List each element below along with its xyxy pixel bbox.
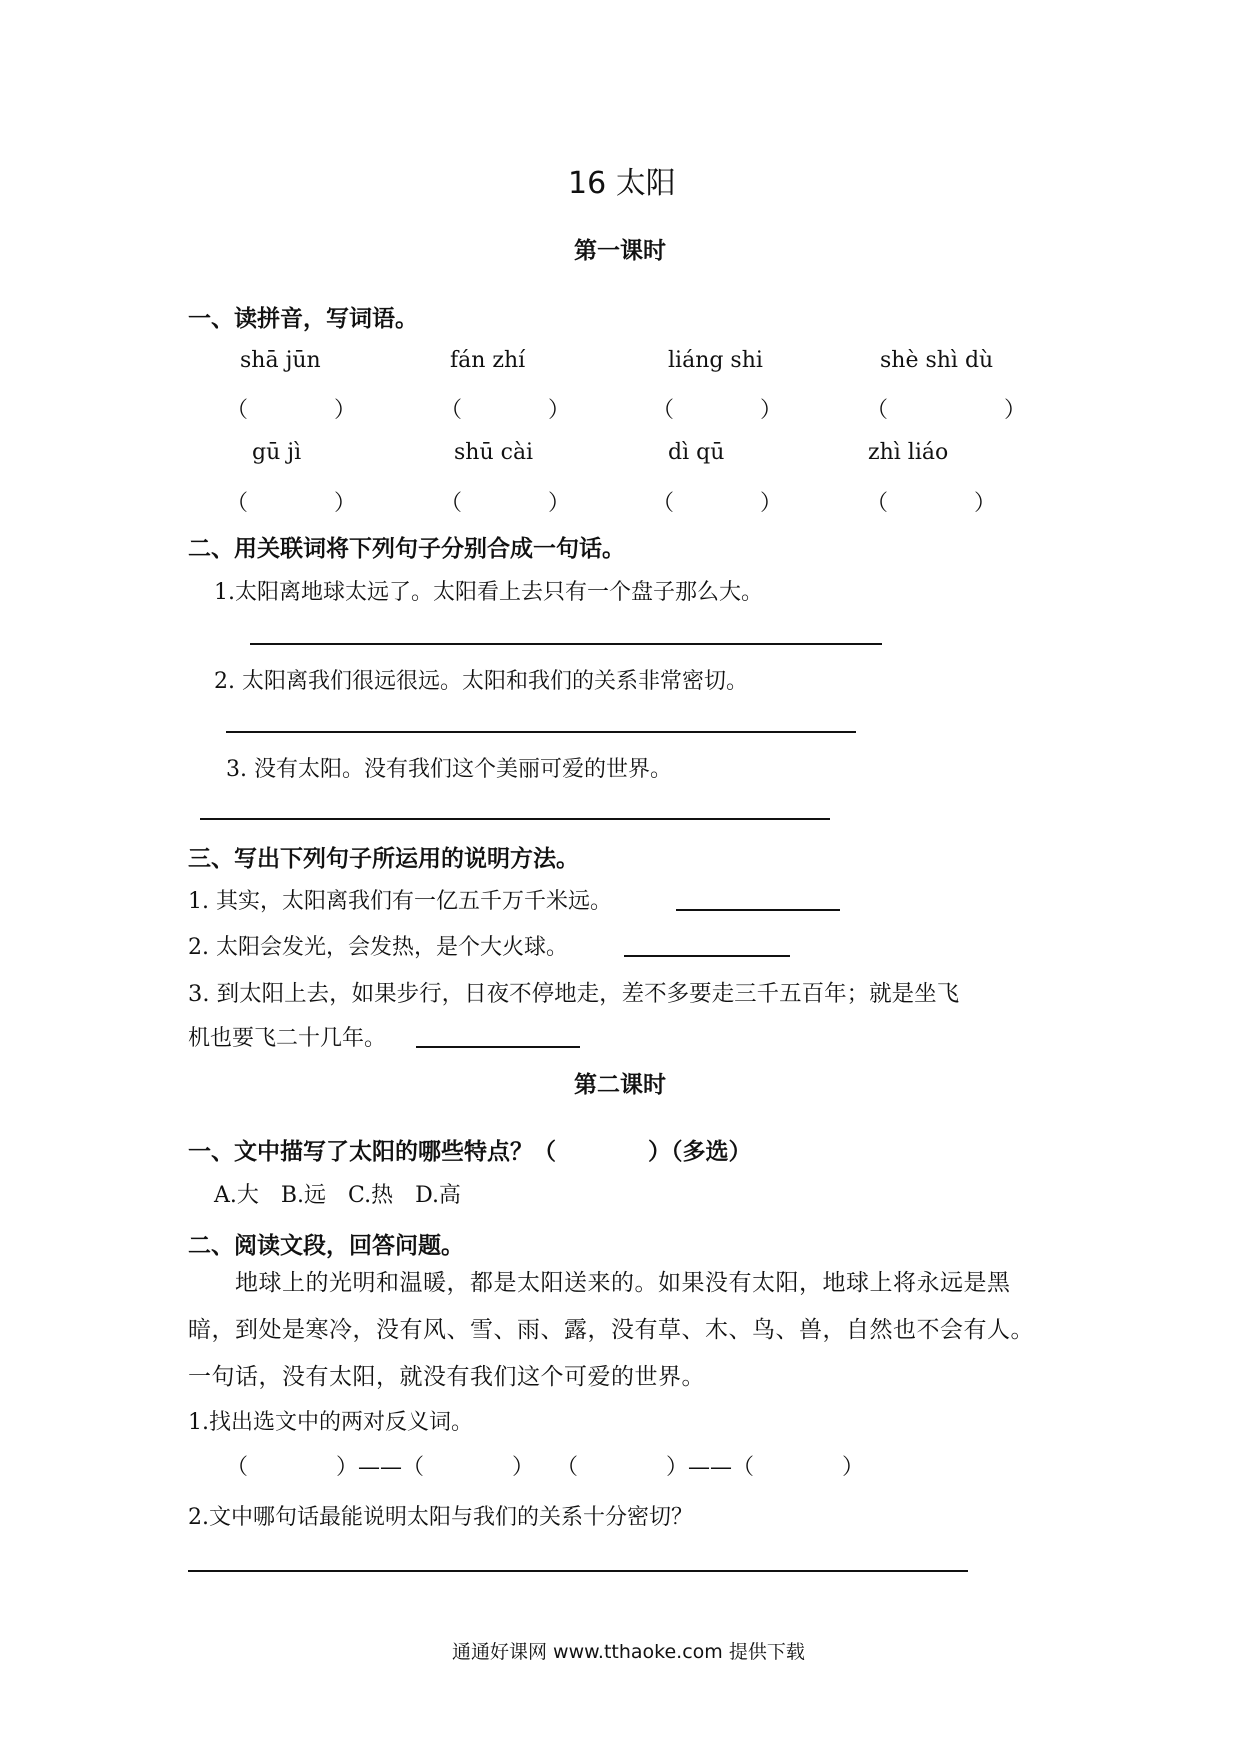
pinyin-2: fán zhí <box>450 348 526 373</box>
answer-blank[interactable]: （ ） <box>866 491 996 516</box>
l1-q2-heading: 二、用关联词将下列句子分别合成一句话。 <box>188 536 625 562</box>
pinyin-7: dì qū <box>668 440 725 465</box>
lesson-1-label: 第一课时 <box>574 238 666 264</box>
lesson-2-label: 第二课时 <box>574 1072 666 1098</box>
l2-q2-sub-1: 1.找出选文中的两对反义词。 <box>188 1410 473 1435</box>
footer-credit: 通通好课网 www.tthaoke.com 提供下载 <box>452 1641 805 1663</box>
l2-q1-heading: 一、文中描写了太阳的哪些特点？（ ）（多选） <box>188 1139 752 1165</box>
pinyin-1: shā jūn <box>240 348 321 373</box>
answer-line[interactable] <box>200 818 830 820</box>
l1-q2-item-3: 3. 没有太阳。没有我们这个美丽可爱的世界。 <box>226 757 672 782</box>
l1-q3-heading: 三、写出下列句子所运用的说明方法。 <box>188 846 579 872</box>
answer-blank[interactable]: （ ） <box>226 491 356 516</box>
pinyin-3: liáng shi <box>668 348 763 373</box>
answer-blank[interactable]: （ ） <box>226 398 356 423</box>
l1-q2-item-2: 2. 太阳离我们很远很远。太阳和我们的关系非常密切。 <box>214 669 748 694</box>
l2-q2-heading: 二、阅读文段，回答问题。 <box>188 1233 464 1259</box>
answer-blank[interactable]: （ ） <box>652 491 782 516</box>
pinyin-8: zhì liáo <box>868 440 949 465</box>
pinyin-6: shū cài <box>454 440 534 465</box>
l1-q2-item-1: 1.太阳离地球太远了。太阳看上去只有一个盘子那么大。 <box>214 580 763 605</box>
answer-line[interactable] <box>676 909 840 911</box>
passage-line-3: 一句话，没有太阳，就没有我们这个可爱的世界。 <box>188 1364 705 1390</box>
l1-q3-item-3: 3. 到太阳上去，如果步行，日夜不停地走，差不多要走三千五百年；就是坐飞 <box>188 981 960 1007</box>
l1-q3-item-1: 1. 其实，太阳离我们有一亿五千万千米远。 <box>188 889 612 914</box>
pinyin-4: shè shì dù <box>880 348 994 373</box>
l1-q3-item-3-cont: 机也要飞二十几年。 <box>188 1026 387 1051</box>
l1-q1-heading: 一、读拼音，写词语。 <box>188 306 418 332</box>
answer-blank[interactable]: （ ） <box>652 398 782 423</box>
answer-blank[interactable]: （ ） <box>440 398 570 423</box>
page-title: 16 太阳 <box>568 166 676 201</box>
pinyin-5: gū jì <box>252 440 302 465</box>
l2-q2-sub-2: 2.文中哪句话最能说明太阳与我们的关系十分密切？ <box>188 1505 693 1530</box>
answer-line[interactable] <box>250 643 882 645</box>
answer-blank[interactable]: （ ） <box>440 491 570 516</box>
answer-line[interactable] <box>416 1046 580 1048</box>
reading-passage <box>188 1260 1058 1401</box>
passage-line-1: 地球上的光明和温暖，都是太阳送来的。如果没有太阳，地球上将永远是黑 <box>188 1270 1011 1296</box>
antonym-blanks[interactable]: （ ）——（ ） （ ）——（ ） <box>226 1455 865 1480</box>
passage-line-2: 暗，到处是寒冷，没有风、雪、雨、露，没有草、木、鸟、兽，自然也不会有人。 <box>188 1317 1034 1343</box>
answer-line[interactable] <box>624 955 790 957</box>
answer-line[interactable] <box>188 1570 968 1572</box>
answer-blank[interactable]: （ ） <box>866 398 1026 423</box>
l2-q1-options: A.大 B.远 C.热 D.高 <box>214 1183 461 1208</box>
answer-line[interactable] <box>226 731 856 733</box>
l1-q3-item-2: 2. 太阳会发光，会发热，是个大火球。 <box>188 935 568 960</box>
